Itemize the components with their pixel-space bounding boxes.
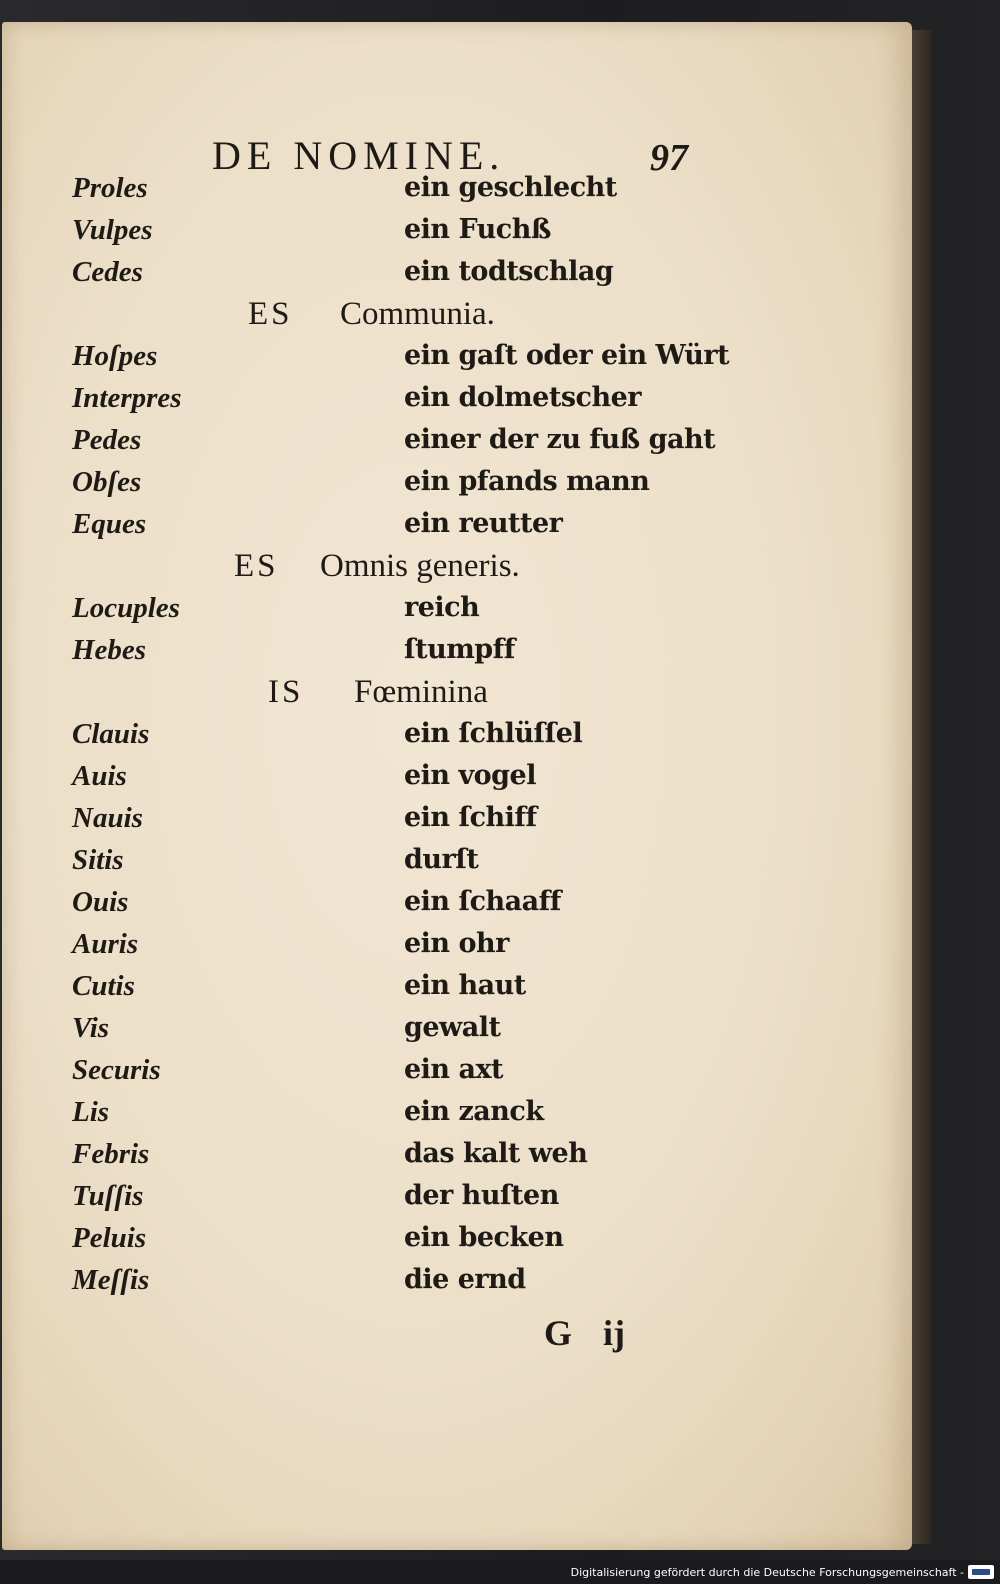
german-gloss: ein Fuchß — [404, 214, 551, 245]
latin-word: Lis — [72, 1096, 110, 1128]
german-gloss: das kalt weh — [404, 1138, 588, 1169]
latin-word: Hoſpes — [72, 340, 158, 372]
german-gloss: ein geschlecht — [404, 172, 617, 203]
german-gloss: ein vogel — [404, 760, 536, 791]
latin-word: Cutis — [72, 970, 135, 1002]
latin-word: Meſſis — [72, 1264, 150, 1296]
german-gloss: gewalt — [404, 1012, 501, 1043]
german-gloss: ein ſchiff — [404, 802, 537, 833]
latin-word: Auis — [72, 760, 127, 792]
latin-word: Proles — [72, 172, 148, 204]
german-gloss: ein becken — [404, 1222, 564, 1253]
dfg-logo-icon — [968, 1565, 994, 1579]
german-gloss: ein ohr — [404, 928, 509, 959]
section-heading-key: ES — [248, 296, 293, 332]
latin-word: Febris — [72, 1138, 150, 1170]
latin-word: Obſes — [72, 466, 142, 498]
latin-word: Hebes — [72, 634, 147, 666]
latin-word: Nauis — [72, 802, 143, 834]
german-gloss: ein gaſt oder ein Würt — [404, 340, 730, 371]
credit-text: Digitalisierung gefördert durch die Deutsche Forschungsgemeinschaft - — [570, 1565, 964, 1579]
latin-word: Eques — [72, 508, 147, 540]
german-gloss: die ernd — [404, 1264, 526, 1295]
latin-word: Pedes — [72, 424, 142, 456]
german-gloss: ein dolmetscher — [404, 382, 642, 413]
page-number: 97 — [650, 137, 688, 179]
latin-word: Locuples — [72, 592, 180, 624]
german-gloss: ein reutter — [404, 508, 563, 539]
section-heading-key: IS — [268, 674, 304, 710]
section-heading-label: Communia. — [340, 296, 495, 332]
latin-word: Ouis — [72, 886, 129, 918]
german-gloss: ein axt — [404, 1054, 504, 1085]
latin-word: Peluis — [72, 1222, 147, 1254]
german-gloss: ein ſchaaff — [404, 886, 561, 917]
digitization-credit — [571, 1562, 994, 1582]
latin-word: Interpres — [72, 382, 182, 414]
latin-word: Sitis — [72, 844, 124, 876]
german-gloss: ein todtschlag — [404, 256, 614, 287]
latin-word: Securis — [72, 1054, 161, 1086]
section-heading-label: Fœminina — [354, 674, 488, 710]
german-gloss: ein pfands mann — [404, 466, 650, 497]
latin-word: Auris — [72, 928, 139, 960]
latin-word: Vulpes — [72, 214, 153, 246]
german-gloss: reich — [404, 592, 480, 623]
signature-mark: G ij — [544, 1313, 625, 1353]
latin-word: Cedes — [72, 256, 143, 288]
book-page-edge — [912, 30, 932, 1544]
german-gloss: ein zanck — [404, 1096, 544, 1127]
running-head: DE NOMINE. — [212, 133, 506, 178]
german-gloss: ein haut — [404, 970, 526, 1001]
german-gloss: ein ſchlüſſel — [404, 718, 583, 749]
book-page — [2, 22, 912, 1550]
german-gloss: durſt — [404, 844, 479, 875]
latin-word: Vis — [72, 1012, 110, 1044]
latin-word: Clauis — [72, 718, 150, 750]
section-heading-key: ES — [234, 548, 279, 584]
german-gloss: ſtumpff — [404, 634, 515, 665]
latin-word: Tuſſis — [72, 1180, 144, 1212]
german-gloss: einer der zu fuß gaht — [404, 424, 716, 455]
section-heading-label: Omnis generis. — [320, 548, 520, 584]
german-gloss: der huſten — [404, 1180, 559, 1211]
